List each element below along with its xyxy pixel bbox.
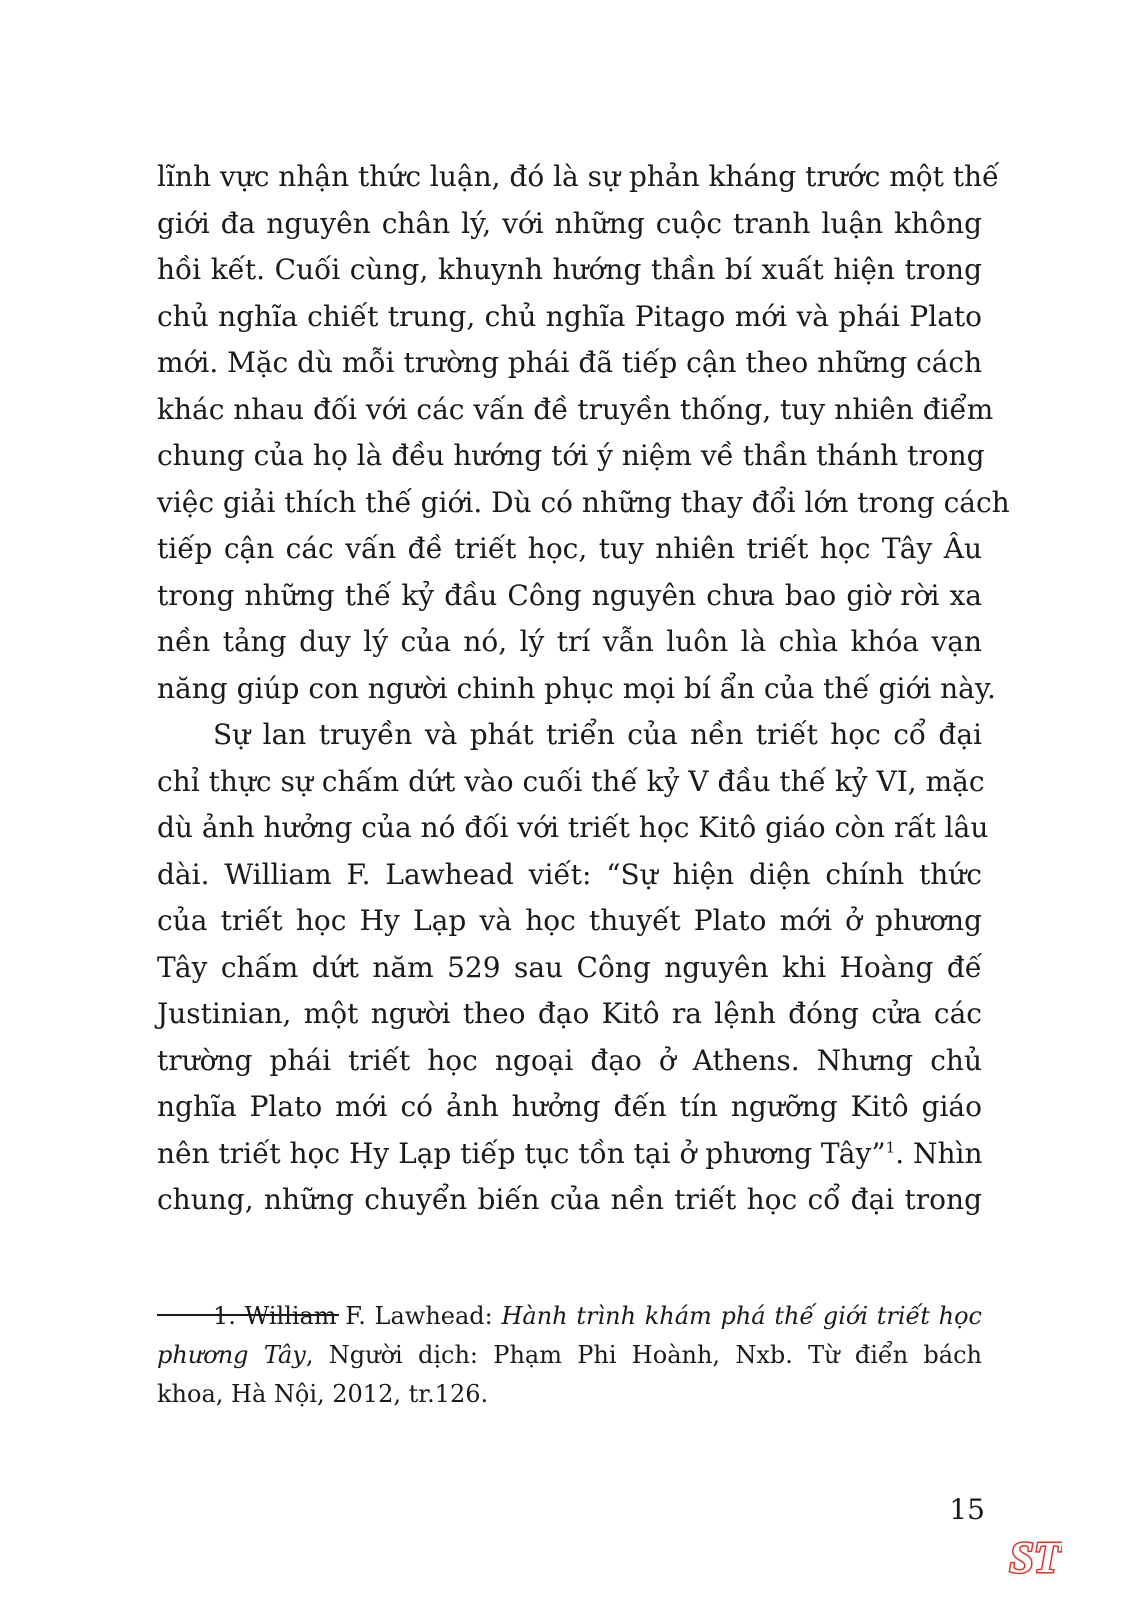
body-line-18: Tây chấm dứt năm 529 sau Công nguyên khi Hoàng đế [157,951,982,984]
body-line-11: nền tảng duy lý của nó, lý trí vẫn luôn là chìa khóa vạn [157,625,982,658]
body-line-4: chủ nghĩa chiết trung, chủ nghĩa Pitago mới và phái Plato [157,300,982,333]
body-line-14: chỉ thực sự chấm dứt vào cuối thế kỷ V đầu thế kỷ VI, mặc [157,765,985,798]
body-line-1: lĩnh vực nhận thức luận, đó là sự phản kháng trước một thế [157,160,1000,193]
footnote-line-3: khoa, Hà Nội, 2012, tr.126. [157,1380,489,1408]
footnote-translator: , Người dịch: Phạm Phi Hoành, Nxb. Từ điển bách [305,1341,983,1369]
body-line-21: nghĩa Plato mới có ảnh hưởng đến tín ngưỡng Kitô giáo [157,1090,982,1123]
body-line-6: khác nhau đối với các vấn đề truyền thống, tuy nhiên điểm [157,393,994,426]
body-line-19: Justinian, một người theo đạo Kitô ra lệnh đóng cửa các [157,997,982,1030]
body-line-8: việc giải thích thế giới. Dù có những thay đổi lớn trong cách [157,486,1010,519]
body-line-9: tiếp cận các vấn đề triết học, tuy nhiên triết học Tây Âu [157,532,982,565]
footnote-line-2 [157,1335,982,1375]
body-line-22-text: nên triết học Hy Lạp tiếp tục tồn tại ở phương Tây” [157,1137,886,1170]
body-line-13: Sự lan truyền và phát triển của nền triết học cổ đại [213,718,982,751]
body-line-23: chung, những chuyển biến của nền triết học cổ đại trong [157,1183,982,1216]
page-number: 15 [949,1493,985,1526]
body-line-2: giới đa nguyên chân lý, với những cuộc tranh luận không [157,207,982,240]
body-line-22 [157,1130,982,1178]
footnote-reference: 1 [885,1138,896,1157]
body-line-10: trong những thế kỷ đầu Công nguyên chưa bao giờ rời xa [157,579,982,612]
body-line-3: hồi kết. Cuối cùng, khuynh hướng thần bí xuất hiện trong [157,253,982,286]
body-line-17: của triết học Hy Lạp và học thuyết Plato mới ở phương [157,904,982,937]
body-line-7: chung của họ là đều hướng tới ý niệm về thần thánh trong [157,439,985,472]
body-line-16: dài. William F. Lawhead viết: “Sự hiện diện chính thức [157,858,982,891]
body-line-22-tail: . Nhìn [895,1137,983,1170]
body-line-15: dù ảnh hưởng của nó đối với triết học Kitô giáo còn rất lâu [157,811,989,844]
footnote-line-1 [213,1296,982,1336]
body-line-5: mới. Mặc dù mỗi trường phái đã tiếp cận theo những cách [157,346,983,379]
body-line-12: năng giúp con người chinh phục mọi bí ẩn của thế giới này. [157,672,996,705]
publisher-logo-text: ST [1009,1533,1061,1582]
footnote-author: 1. William F. Lawhead: [213,1302,502,1330]
footnote-title-part1: Hành trình khám phá thế giới triết học [501,1302,982,1330]
footnote-title-part2: phương Tây [157,1341,306,1369]
body-line-20: trường phái triết học ngoại đạo ở Athens. Nhưng chủ [157,1044,982,1077]
publisher-logo [1008,1530,1062,1582]
